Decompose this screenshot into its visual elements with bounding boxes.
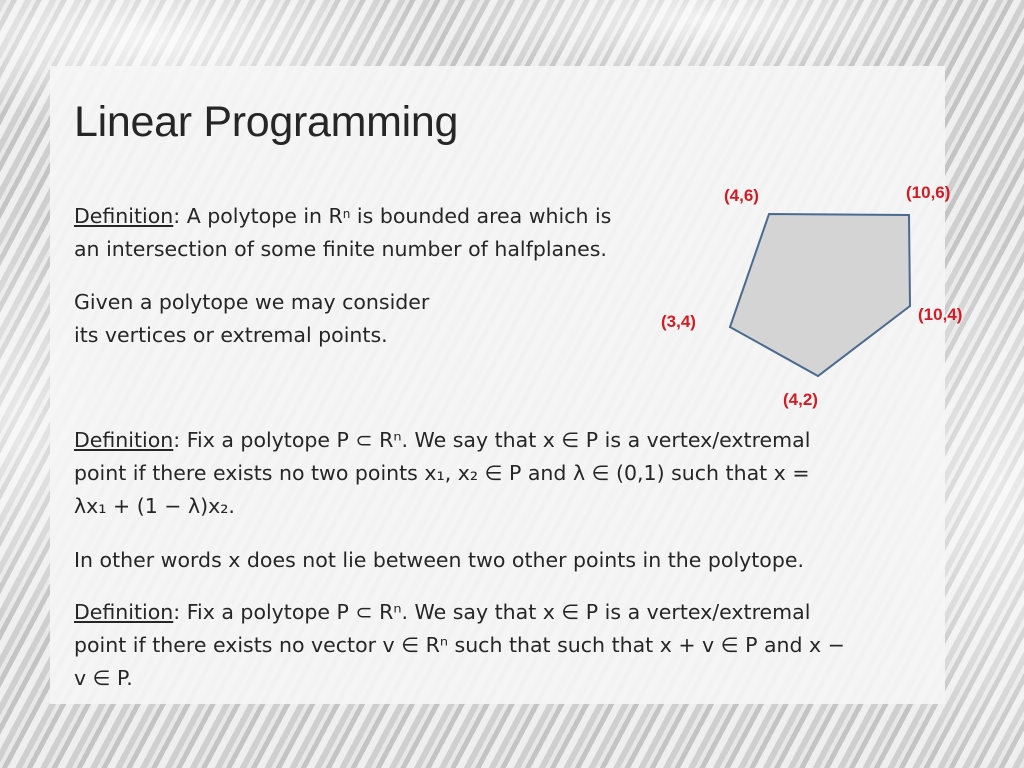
definition-vertex-2 [74, 596, 845, 695]
vertex-label-4-2: (4,2) [783, 390, 818, 409]
superscript-n: n [342, 207, 351, 221]
definition-text-part: is bounded area which is [350, 204, 612, 228]
vertex-label-10-4: (10,4) [918, 305, 963, 324]
definition-polytope-line-1 [74, 200, 611, 233]
definition-vertex-2-line-1 [74, 596, 845, 629]
given-paragraph [74, 286, 429, 352]
definition-vertex-1-line-3: λx₁ + (1 − λ)x₂. [74, 494, 235, 518]
definition-text-part: : Fix a polytope P ⊂ Rⁿ. We say that x ∈ P is a vertex/extremal [173, 600, 811, 624]
definition-polytope-line-2: an intersection of some finite number of halfplanes. [74, 237, 607, 261]
polytope-shape [730, 214, 910, 376]
definition-vertex-2-line-3: v ∈ P. [74, 666, 133, 690]
slide-title: Linear Programming [74, 98, 459, 146]
other-words-paragraph [74, 544, 804, 577]
definition-polytope [74, 200, 611, 266]
definition-label: Definition [74, 204, 174, 228]
polytope-diagram [650, 170, 990, 420]
vertex-label-3-4: (3,4) [661, 312, 696, 331]
definition-text-part: : A polytope in R [173, 204, 343, 228]
definition-label: Definition [74, 428, 174, 452]
vertex-label-10-6: (10,6) [906, 183, 951, 202]
vertex-label-4-6: (4,6) [724, 186, 759, 205]
definition-vertex-1 [74, 424, 810, 523]
definition-label: Definition [74, 600, 174, 624]
given-line-2: its vertices or extremal points. [74, 323, 388, 347]
definition-text-part: : Fix a polytope P ⊂ Rⁿ. We say that x ∈ P is a vertex/extremal [173, 428, 811, 452]
definition-vertex-1-line-2: point if there exists no two points x₁, x₂ ∈ P and λ ∈ (0,1) such that x = [74, 461, 810, 485]
given-line-1: Given a polytope we may consider [74, 290, 430, 314]
definition-vertex-2-line-2: point if there exists no vector v ∈ Rⁿ such that such that x + v ∈ P and x − [74, 633, 845, 657]
definition-vertex-1-line-1 [74, 424, 810, 457]
other-words-line: In other words x does not lie between two other points in the polytope. [74, 548, 804, 572]
